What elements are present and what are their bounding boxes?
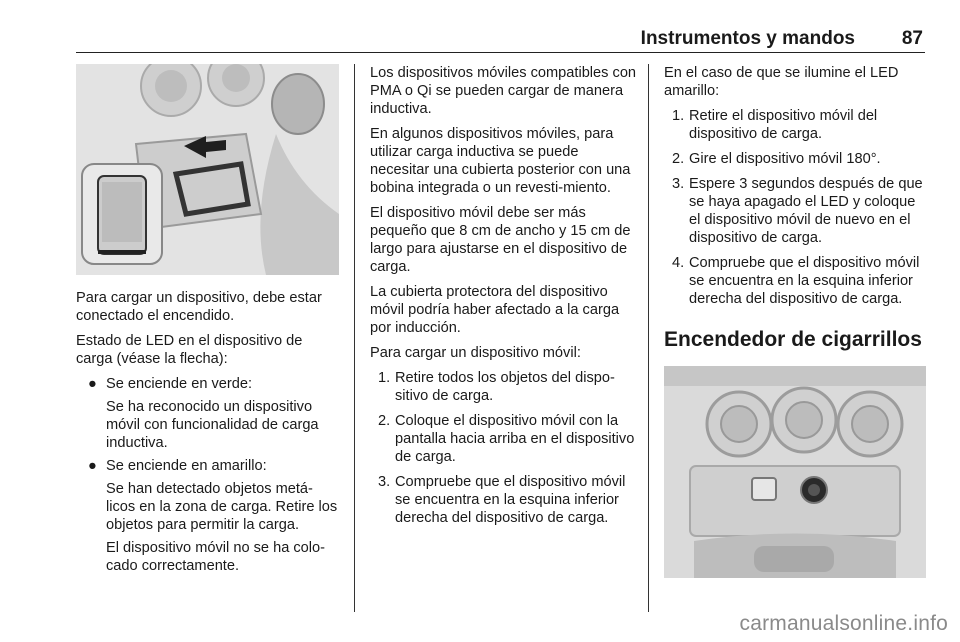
- list-item: [370, 369, 638, 405]
- step-text: Retire todos los objetos del dispo-sitivo de carga.: [395, 370, 615, 404]
- led-status-intro: Estado de LED en el dispositivo de carga (véase la flecha):: [76, 333, 303, 367]
- bullet-icon: ●: [88, 458, 97, 474]
- numbered-list: [370, 369, 638, 527]
- step-number: 2.: [672, 151, 685, 167]
- page-number: 87: [901, 28, 923, 49]
- list-item: [370, 473, 638, 527]
- step-number: 1.: [672, 108, 685, 124]
- cigarette-lighter-photo: [664, 366, 926, 578]
- column-divider: [354, 64, 355, 612]
- chapter-title: Instrumentos y mandos: [640, 28, 855, 49]
- step-text: Retire el dispositivo móvil del dispositivo de carga.: [689, 108, 878, 142]
- column-divider: [648, 64, 649, 612]
- paragraph: En el caso de que se ilumine el LED amarillo:: [664, 65, 899, 99]
- step-number: 3.: [378, 474, 391, 490]
- list-item: [664, 107, 930, 143]
- page-header: [76, 24, 925, 53]
- column-middle: [370, 64, 638, 534]
- step-text: Compruebe que el dispositivo móvil se encuentra en la esquina inferior derecha del dispositivo de carga.: [689, 255, 920, 307]
- list-item: [664, 150, 930, 168]
- bullet-title: Se enciende en verde:: [106, 376, 253, 392]
- bullet-text: El dispositivo móvil no se ha colo-cado correctamente.: [106, 540, 326, 574]
- section-heading: Encendedor de cigarrillos: [664, 328, 922, 351]
- charging-intro: Para cargar un dispositivo, debe estar conectado el encendido.: [76, 290, 322, 324]
- paragraph: El dispositivo móvil debe ser más pequeño que 8 cm de ancho y 15 cm de largo para ajustarse en el dispositivo de carga.: [370, 205, 631, 275]
- list-item: [664, 254, 930, 308]
- paragraph: Para cargar un dispositivo móvil:: [370, 345, 581, 361]
- column-left: [76, 64, 340, 580]
- numbered-list: [664, 107, 930, 308]
- bullet-icon: ●: [88, 376, 97, 392]
- bullet-title: Se enciende en amarillo:: [106, 458, 267, 474]
- list-item: [664, 175, 930, 247]
- step-text: Compruebe que el dispositivo móvil se encuentra en la esquina inferior derecha del dispositivo de carga.: [395, 474, 626, 526]
- step-text: Gire el dispositivo móvil 180°.: [689, 151, 881, 167]
- list-item: [76, 457, 340, 575]
- step-text: Coloque el dispositivo móvil con la pantalla hacia arriba en el dispositivo de carga.: [395, 413, 635, 465]
- paragraph: La cubierta protectora del dispositivo móvil podría haber afectado a la carga por inducción.: [370, 284, 620, 336]
- step-number: 2.: [378, 413, 391, 429]
- list-item: [370, 412, 638, 466]
- step-number: 1.: [378, 370, 391, 386]
- step-number: 4.: [672, 255, 685, 271]
- wireless-charger-photo: [76, 64, 339, 275]
- step-text: Espere 3 segundos después de que se haya apagado el LED y coloque el dispositivo móvil de nuevo en el dispositivo de carga.: [689, 176, 923, 246]
- watermark: carmanualsonline.info: [739, 612, 948, 635]
- bullet-text: Se han detectado objetos metá-licos en la zona de carga. Retire los objetos para permitir la carga.: [106, 481, 338, 533]
- paragraph: Los dispositivos móviles compatibles con PMA o Qi se pueden cargar de manera inductiva.: [370, 65, 637, 117]
- bullet-text: Se ha reconocido un dispositivo móvil con funcionalidad de carga inductiva.: [106, 399, 319, 451]
- step-number: 3.: [672, 176, 685, 192]
- column-right: [664, 64, 930, 578]
- paragraph: En algunos dispositivos móviles, para utilizar carga inductiva se puede necesitar una cubierta posterior con una bobina integrada o un revesti-miento.: [370, 126, 631, 196]
- list-item: [76, 375, 340, 452]
